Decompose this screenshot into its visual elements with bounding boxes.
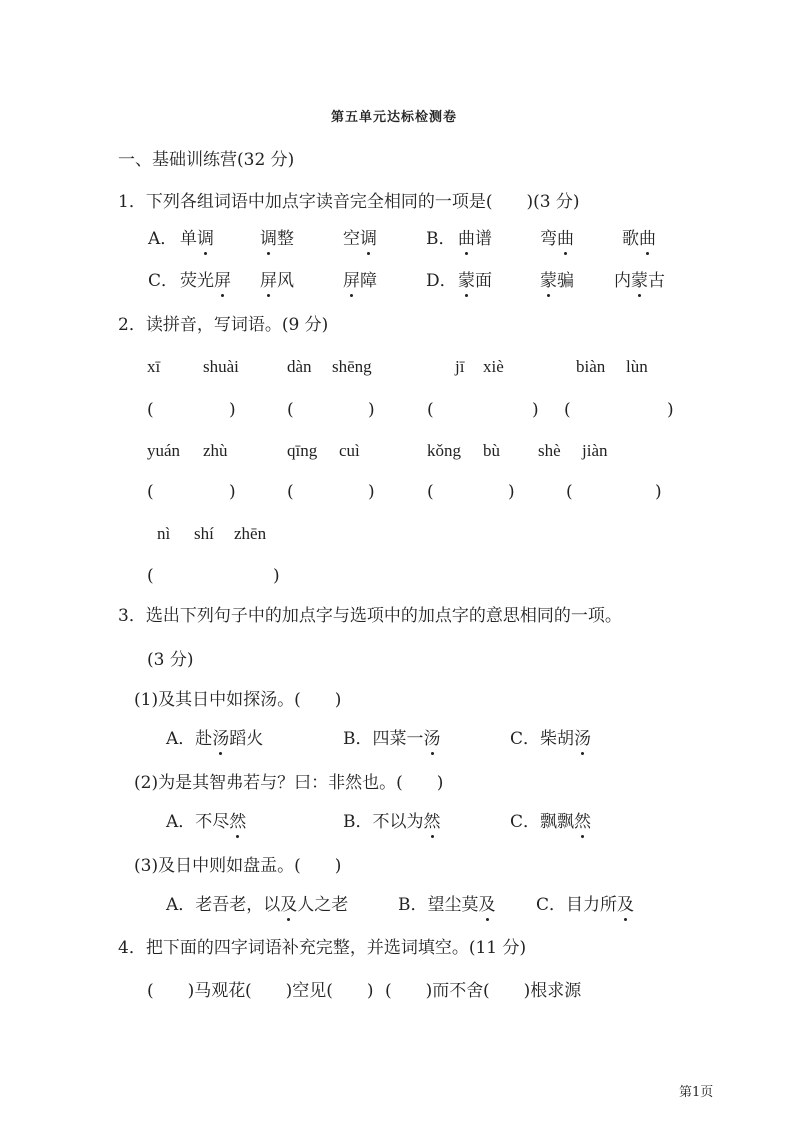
pinyin: zhù [203, 441, 228, 460]
text: 风 [277, 271, 294, 291]
dotted-char: 蒙 [458, 271, 475, 291]
q3-sentence-2 [134, 773, 443, 793]
text: A．不尽 [166, 812, 230, 832]
answer-bracket-close: ) [273, 566, 280, 586]
dotted-char: 曲 [639, 229, 656, 249]
answer-bracket-close: ) [667, 400, 674, 420]
text: 骗 [557, 271, 574, 291]
option-d-word-1 [458, 271, 492, 291]
pinyin: cuì [339, 441, 360, 460]
idiom-blank: ( )根求源 [483, 981, 582, 1001]
option-d-word-3 [614, 271, 665, 291]
pinyin: lùn [626, 357, 648, 376]
pinyin: shuài [203, 357, 239, 376]
option-b-label: B． [426, 229, 456, 249]
option-a-word-1 [180, 229, 214, 249]
text: (2)为是其智弗若与？曰：非 [134, 773, 346, 793]
dotted-char: 调 [260, 229, 277, 249]
q3-sentence-1 [134, 690, 341, 710]
answer-bracket-open: ( [287, 400, 294, 420]
text: (3) [134, 856, 159, 876]
dotted-char: 屏 [260, 271, 277, 291]
text: 内 [614, 271, 631, 291]
text: C．飘飘 [510, 812, 575, 832]
q3-3-option-b [398, 895, 496, 915]
pinyin: shēng [332, 357, 372, 376]
answer-bracket-open: ( [147, 482, 154, 502]
dotted-char: 调 [360, 229, 377, 249]
q3-2-option-a [166, 812, 246, 832]
pinyin: jī [455, 357, 465, 376]
dotted-char: 然 [423, 812, 441, 832]
section-heading: 一、基础训练营(32 分) [118, 150, 295, 170]
q3-2-option-c [510, 812, 591, 832]
pinyin: nì [157, 524, 171, 543]
dotted-char: 汤 [212, 729, 230, 749]
dotted-char: 然 [574, 812, 592, 832]
dotted-char: 屏 [214, 271, 231, 291]
pinyin: biàn [576, 357, 606, 376]
pinyin: dàn [287, 357, 312, 376]
text: B．望尘莫 [398, 895, 479, 915]
answer-bracket-close: ) [229, 400, 236, 420]
pinyin: zhēn [234, 524, 267, 543]
answer-bracket-open: ( [427, 482, 434, 502]
pinyin: xiè [483, 357, 504, 376]
answer-bracket-close: ) [508, 482, 515, 502]
idiom-blank: ( )而不舍 [385, 981, 484, 1001]
q3-1-option-c [510, 729, 591, 749]
answer-bracket-open: ( [564, 400, 571, 420]
answer-bracket-close: ) [229, 482, 236, 502]
pinyin: shí [194, 524, 214, 543]
question-1-stem: 1．下列各组词语中加点字读音完全相同的一项是( )(3 分) [118, 192, 580, 212]
text: C．柴胡 [510, 729, 575, 749]
dotted-char: 曲 [458, 229, 475, 249]
option-b-word-3 [622, 229, 656, 249]
text: 。( ) [277, 690, 342, 710]
answer-bracket-open: ( [287, 482, 294, 502]
q3-3-option-a [166, 895, 348, 915]
pinyin: yuán [147, 441, 181, 460]
pinyin: shè [538, 441, 561, 460]
answer-bracket-close: ) [368, 400, 375, 420]
dotted-char: 及 [478, 895, 496, 915]
dotted-char: 屏 [343, 271, 360, 291]
dotted-char: 调 [197, 229, 214, 249]
pinyin: qīng [287, 441, 318, 460]
text: 及 [158, 856, 176, 876]
q3-1-option-a [166, 729, 263, 749]
text: 整 [277, 229, 294, 249]
text: B．四菜一 [343, 729, 424, 749]
option-d-label: D． [426, 271, 457, 291]
text: 空 [343, 229, 360, 249]
answer-bracket-close: ) [368, 482, 375, 502]
text: 单 [180, 229, 197, 249]
idiom-blank: ( )空见( ) [245, 981, 374, 1001]
text: B．不以为 [343, 812, 424, 832]
text: 谱 [475, 229, 492, 249]
question-3-stem: 3．选出下列句子中的加点字与选项中的加点字的意思相同的一项。 [118, 606, 622, 626]
text: 汤 [260, 690, 278, 710]
dotted-char: 蒙 [631, 271, 648, 291]
text: 弯 [540, 229, 557, 249]
page-number: 第1页 [679, 1085, 714, 1100]
dotted-char: 曲 [557, 229, 574, 249]
q3-2-option-b [343, 812, 441, 832]
pinyin: bù [483, 441, 500, 460]
text: 日中则如盘盂。( ) [175, 856, 342, 876]
answer-bracket-open: ( [147, 566, 154, 586]
dotted-char: 及 [617, 895, 635, 915]
q3-1-option-b [343, 729, 441, 749]
text: A．赴 [166, 729, 213, 749]
text: 古 [648, 271, 665, 291]
question-4-stem: 4．把下面的四字词语补充完整，并选词填空。(11 分) [118, 938, 527, 958]
text: 荧光 [180, 271, 214, 291]
answer-bracket-close: ) [655, 482, 662, 502]
text: 蹈火 [229, 729, 264, 749]
option-b-word-1 [458, 229, 492, 249]
text: 歌 [622, 229, 639, 249]
text: 障 [360, 271, 377, 291]
option-c-word-3 [343, 271, 377, 291]
text: A．老吾老，以 [166, 895, 281, 915]
text: 然 [345, 773, 363, 793]
pinyin: xī [147, 357, 161, 376]
page-title: 第五单元达标检测卷 [331, 110, 458, 125]
idiom-blank: ( )马观花 [147, 981, 246, 1001]
dotted-char: 蒙 [540, 271, 557, 291]
answer-bracket-close: ) [532, 400, 539, 420]
dotted-char: 汤 [423, 729, 441, 749]
pinyin: kǒng [427, 441, 461, 460]
option-b-word-2 [540, 229, 574, 249]
answer-bracket-open: ( [427, 400, 434, 420]
text: 也。( ) [362, 773, 444, 793]
text: 面 [475, 271, 492, 291]
answer-bracket-open: ( [147, 400, 154, 420]
option-a-label: A． [148, 229, 178, 249]
option-d-word-2 [540, 271, 574, 291]
option-a-word-2 [260, 229, 294, 249]
q3-3-option-c [536, 895, 634, 915]
pinyin: jiàn [582, 441, 608, 460]
question-3-points: (3 分) [147, 650, 194, 670]
text: 人之老 [297, 895, 349, 915]
text: (1)及其日中如探 [134, 690, 261, 710]
dotted-char: 汤 [574, 729, 592, 749]
option-a-word-3 [343, 229, 377, 249]
answer-bracket-open: ( [566, 482, 573, 502]
option-c-label: C． [148, 271, 179, 291]
dotted-char: 及 [280, 895, 298, 915]
option-c-word-1 [180, 271, 231, 291]
text: C．目力所 [536, 895, 618, 915]
dotted-char: 然 [229, 812, 247, 832]
option-c-word-2 [260, 271, 294, 291]
question-2-stem: 2．读拼音，写词语。(9 分) [118, 315, 329, 335]
q3-sentence-3 [134, 856, 341, 876]
